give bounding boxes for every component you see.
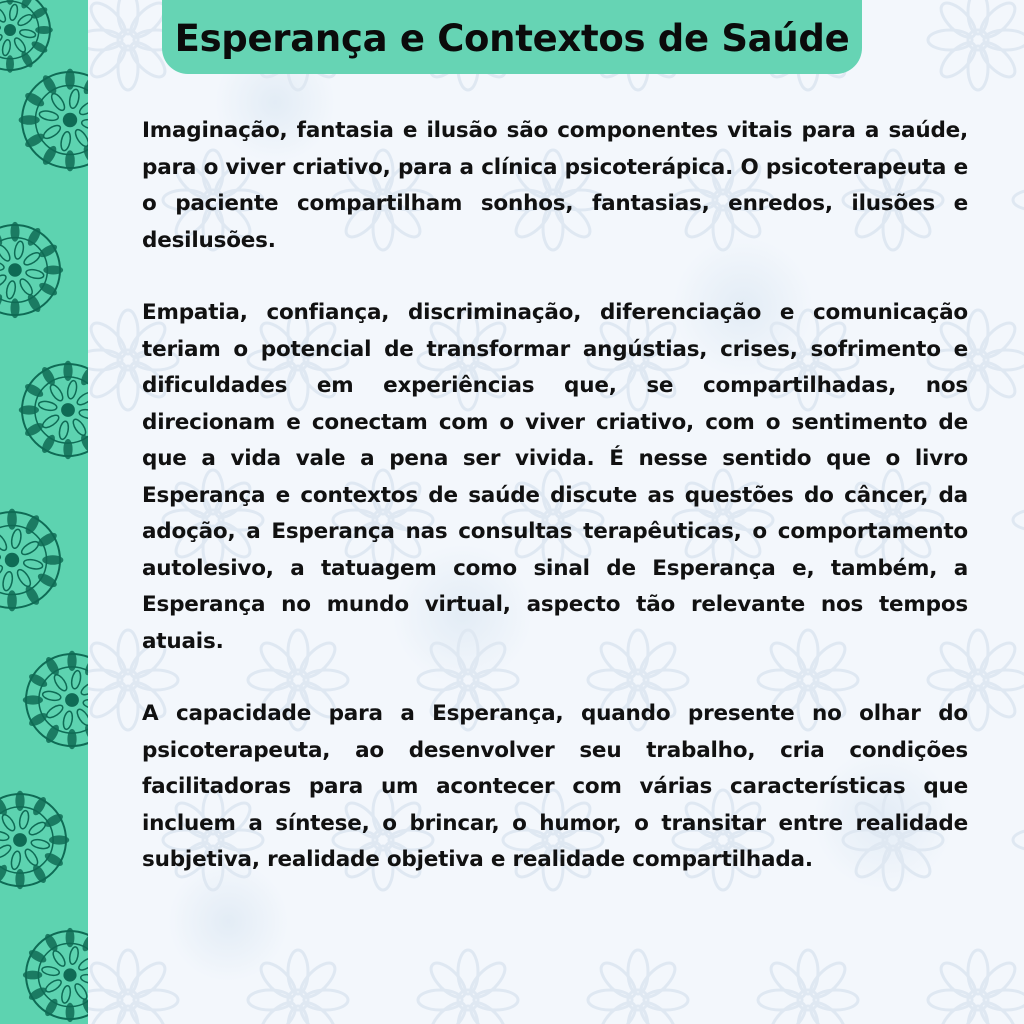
title-banner xyxy=(162,0,862,74)
paragraph-2: Empatia, confiança, discriminação, diferenciação e comunicação teriam o potencial de transformar angústias, crises, sofrimento e dificuldades em experiências que, se compartilhadas, nos direcionam e conectam com o viver criativo, com o sentimento de que a vida vale a pena ser vivida. É nesse sentido que o livro Esperança e contextos de saúde discute as questões do câncer, da adoção, a Esperança nas consultas terapêuticas, o comportamento autolesivo, a tatuagem como sinal de Esperança e, também, a Esperança no mundo virtual, aspecto tão relevante nos tempos atuais. xyxy=(142,300,968,654)
mandala-3 xyxy=(0,222,63,318)
faint-flower xyxy=(1013,470,1024,570)
mandala-2 xyxy=(19,69,88,172)
faint-flower xyxy=(1013,150,1024,250)
faint-flower xyxy=(588,950,688,1024)
faint-flower xyxy=(928,950,1024,1024)
mandala-5 xyxy=(0,509,63,612)
paragraph-3: A capacidade para a Esperança, quando presente no olhar do psicoterapeuta, ao desenvolver seu trabalho, cria condições facilitadoras para um acontecer com várias características que incluem a síntese, o brincar, o humor, o transitar entre realidade subjetiva, realidade objetiva e realidade compartilhada. xyxy=(142,701,968,872)
mandala-4 xyxy=(19,361,88,459)
faint-flower xyxy=(88,950,178,1024)
faint-flower xyxy=(248,950,348,1024)
faint-flower xyxy=(928,0,1024,90)
faint-flower xyxy=(758,950,858,1024)
mandala-6 xyxy=(23,651,88,749)
mandala-8 xyxy=(23,928,88,1022)
page-title: Esperança e Contextos de Saúde xyxy=(174,16,850,60)
paragraph-1: Imaginação, fantasia e ilusão são componentes vitais para a saúde, para o viver criativo, para a clínica psicoterápica. O psicoterapeuta e o paciente compartilham sonhos, fantasias, enredos, ilusões e desilusões. xyxy=(142,118,968,253)
text-body xyxy=(142,113,968,915)
faint-flower xyxy=(418,950,518,1024)
mandala-strip xyxy=(0,0,88,1024)
mandala-1 xyxy=(0,0,53,73)
faint-flower xyxy=(1013,790,1024,890)
mandala-7 xyxy=(0,791,69,889)
